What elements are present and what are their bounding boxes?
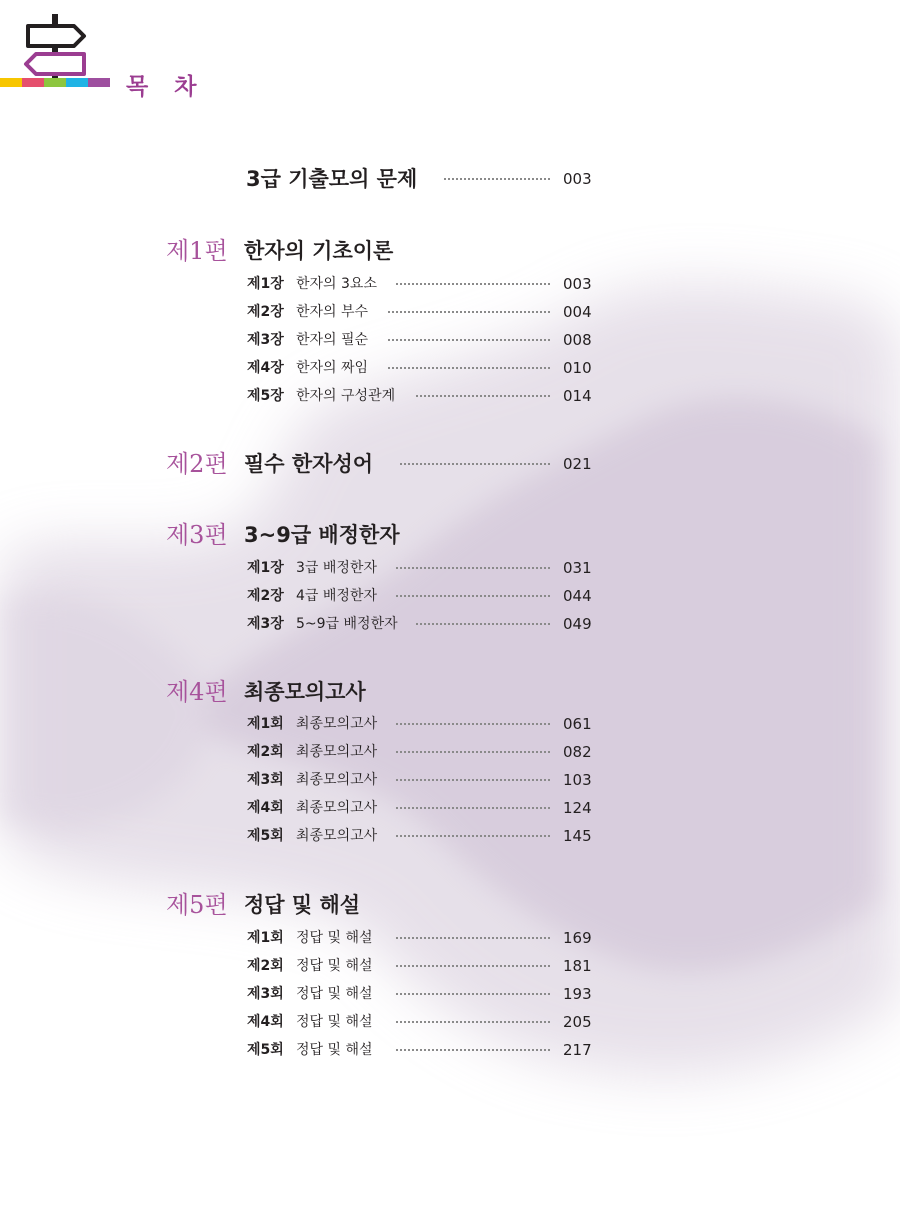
chapter-label: 제1회 <box>247 716 284 732</box>
dot-leader <box>396 283 550 285</box>
color-swatch-yellow <box>0 78 22 87</box>
chapter-label: 제5회 <box>247 1042 284 1058</box>
dot-leader <box>396 965 550 967</box>
chapter-title: 정답 및 해설 <box>296 1042 373 1058</box>
chapter-title: 한자의 부수 <box>296 304 369 320</box>
chapter-label: 제2회 <box>247 744 284 760</box>
dot-leader <box>396 1021 550 1023</box>
chapter-label: 제2회 <box>247 958 284 974</box>
dot-leader <box>388 367 550 369</box>
part-label: 제5편 <box>166 891 228 919</box>
toc-chapter-row[interactable] <box>0 353 900 383</box>
chapter-label: 제1장 <box>247 560 284 576</box>
dot-leader <box>396 835 550 837</box>
color-swatch-blue <box>66 78 88 87</box>
chapter-title: 4급 배정한자 <box>296 588 377 604</box>
dot-leader <box>396 595 550 597</box>
chapter-label: 제4회 <box>247 800 284 816</box>
dot-leader <box>396 807 550 809</box>
chapter-title: 최종모의고사 <box>296 744 378 760</box>
toc-chapter-row[interactable] <box>0 553 900 583</box>
part-label: 제3편 <box>166 521 228 549</box>
chapter-title: 최종모의고사 <box>296 828 378 844</box>
chapter-title: 한자의 구성관계 <box>296 388 396 404</box>
dot-leader <box>396 937 550 939</box>
chapter-title: 정답 및 해설 <box>296 986 373 1002</box>
color-swatch-purple <box>88 78 110 87</box>
page-number: 010 <box>563 359 592 377</box>
toc-part-row[interactable] <box>0 890 900 920</box>
page-number: 004 <box>563 303 592 321</box>
color-swatch-red <box>22 78 44 87</box>
page-title: 목 차 <box>126 74 206 100</box>
color-swatch-green <box>44 78 66 87</box>
intro-title: 3급 기출모의 문제 <box>246 167 418 191</box>
toc-chapter-row[interactable] <box>0 1035 900 1065</box>
dot-leader <box>388 311 550 313</box>
part-label: 제2편 <box>166 450 228 478</box>
chapter-label: 제3회 <box>247 986 284 1002</box>
chapter-title: 최종모의고사 <box>296 716 378 732</box>
page-number: 181 <box>563 957 592 975</box>
toc-chapter-row[interactable] <box>0 581 900 611</box>
chapter-title: 한자의 필순 <box>296 332 369 348</box>
page-number: 049 <box>563 615 592 633</box>
part-title: 필수 한자성어 <box>244 452 374 476</box>
toc-intro-row[interactable] <box>0 164 900 194</box>
page-number: 082 <box>563 743 592 761</box>
part-label: 제4편 <box>166 678 228 706</box>
part-title: 정답 및 해설 <box>244 893 361 917</box>
chapter-title: 최종모의고사 <box>296 772 378 788</box>
dot-leader <box>396 723 550 725</box>
dot-leader <box>396 567 550 569</box>
dot-leader <box>396 993 550 995</box>
page-number: 217 <box>563 1041 592 1059</box>
chapter-title: 정답 및 해설 <box>296 958 373 974</box>
part-title: 한자의 기초이론 <box>244 239 394 263</box>
page-number: 003 <box>563 275 592 293</box>
toc-header <box>0 0 300 110</box>
toc-chapter-row[interactable] <box>0 709 900 739</box>
toc-chapter-row[interactable] <box>0 821 900 851</box>
dot-leader <box>396 751 550 753</box>
toc-chapter-row[interactable] <box>0 737 900 767</box>
toc-part-row[interactable] <box>0 449 900 479</box>
dot-leader <box>416 395 550 397</box>
chapter-title: 정답 및 해설 <box>296 1014 373 1030</box>
toc-chapter-row[interactable] <box>0 793 900 823</box>
chapter-title: 5~9급 배정한자 <box>296 616 398 632</box>
toc-chapter-row[interactable] <box>0 951 900 981</box>
chapter-label: 제3장 <box>247 332 284 348</box>
dot-leader <box>396 779 550 781</box>
dot-leader <box>396 1049 550 1051</box>
signpost-icon <box>22 12 92 84</box>
dot-leader <box>416 623 550 625</box>
page-number: 205 <box>563 1013 592 1031</box>
toc-chapter-row[interactable] <box>0 297 900 327</box>
dot-leader <box>444 178 550 180</box>
page-number: 145 <box>563 827 592 845</box>
toc-part-row[interactable] <box>0 236 900 266</box>
page-number: 193 <box>563 985 592 1003</box>
toc-chapter-row[interactable] <box>0 609 900 639</box>
chapter-title: 한자의 짜임 <box>296 360 369 376</box>
toc-part-row[interactable] <box>0 677 900 707</box>
page-number: 103 <box>563 771 592 789</box>
page-number: 003 <box>563 170 592 188</box>
toc-part-row[interactable] <box>0 520 900 550</box>
part-title: 3~9급 배정한자 <box>244 523 400 547</box>
page-number: 031 <box>563 559 592 577</box>
toc-chapter-row[interactable] <box>0 381 900 411</box>
page-number: 124 <box>563 799 592 817</box>
toc-chapter-row[interactable] <box>0 325 900 355</box>
chapter-label: 제4장 <box>247 360 284 376</box>
chapter-label: 제4회 <box>247 1014 284 1030</box>
toc-chapter-row[interactable] <box>0 269 900 299</box>
page-number: 044 <box>563 587 592 605</box>
toc-chapter-row[interactable] <box>0 1007 900 1037</box>
chapter-label: 제2장 <box>247 588 284 604</box>
chapter-label: 제1장 <box>247 276 284 292</box>
page-number: 008 <box>563 331 592 349</box>
toc-chapter-row[interactable] <box>0 979 900 1009</box>
part-label: 제1편 <box>166 237 228 265</box>
chapter-title: 한자의 3요소 <box>296 276 377 292</box>
chapter-label: 제3회 <box>247 772 284 788</box>
chapter-label: 제5장 <box>247 388 284 404</box>
page-number: 021 <box>563 455 592 473</box>
toc-chapter-row[interactable] <box>0 765 900 795</box>
chapter-label: 제3장 <box>247 616 284 632</box>
chapter-title: 3급 배정한자 <box>296 560 377 576</box>
chapter-title: 최종모의고사 <box>296 800 378 816</box>
chapter-label: 제2장 <box>247 304 284 320</box>
page-number: 169 <box>563 929 592 947</box>
chapter-title: 정답 및 해설 <box>296 930 373 946</box>
page-number: 014 <box>563 387 592 405</box>
page-number: 061 <box>563 715 592 733</box>
dot-leader <box>388 339 550 341</box>
toc-chapter-row[interactable] <box>0 923 900 953</box>
color-bar <box>0 78 110 87</box>
dot-leader <box>400 463 550 465</box>
chapter-label: 제5회 <box>247 828 284 844</box>
chapter-label: 제1회 <box>247 930 284 946</box>
part-title: 최종모의고사 <box>244 680 366 704</box>
